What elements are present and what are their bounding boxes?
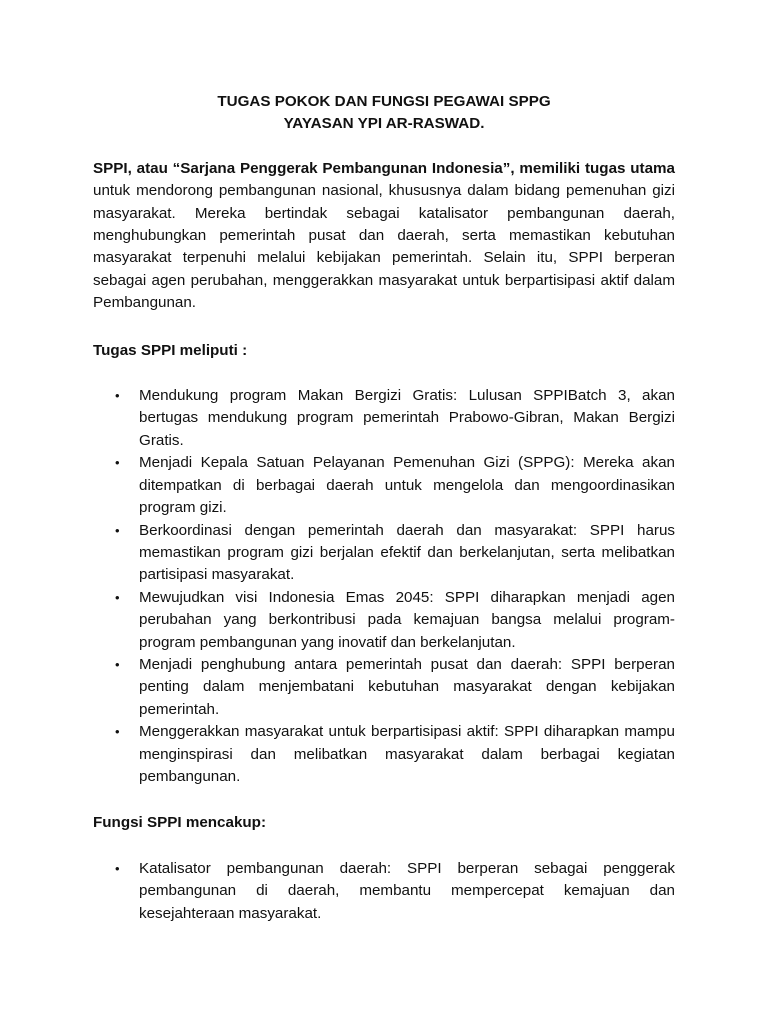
- fungsi-list: [93, 858, 675, 925]
- bullet-icon: •: [115, 860, 120, 876]
- list-item: [93, 654, 675, 721]
- list-item-text: Menggerakkan masyarakat untuk berpartisipasi aktif: SPPI diharapkan mampu menginspirasi dan melibatkan masyarakat dalam berbagai kegiatan pembangunan.: [139, 723, 675, 785]
- title-line-1: TUGAS POKOK DAN FUNGSI PEGAWAI SPPG: [217, 93, 551, 110]
- document-title: [93, 91, 675, 136]
- bullet-icon: •: [115, 656, 120, 672]
- title-line-2: YAYASAN YPI AR-RASWAD.: [283, 115, 485, 133]
- list-item: [93, 721, 675, 788]
- list-item: [93, 587, 675, 654]
- list-item-text: Berkoordinasi dengan pemerintah daerah dan masyarakat: SPPI harus memastikan program gizi berjalan efektif dan berkelanjutan, serta melibatkan partisipasi masyarakat.: [139, 521, 675, 584]
- tugas-heading: Tugas SPPI meliputi :: [93, 341, 248, 359]
- list-item-text: Katalisator pembangunan daerah: SPPI berperan sebagai penggerak pembangunan di daerah, membantu mempercepat kemajuan dan kesejahteraan masyarakat.: [139, 859, 675, 922]
- bullet-icon: •: [115, 522, 120, 538]
- fungsi-heading: Fungsi SPPI mencakup:: [93, 814, 267, 832]
- intro-paragraph: [93, 158, 675, 315]
- bullet-icon: •: [115, 388, 120, 404]
- bullet-icon: •: [115, 589, 120, 605]
- tugas-list: [93, 385, 675, 788]
- list-item: [93, 452, 675, 519]
- list-item: [93, 520, 675, 587]
- list-item-text: Mewujudkan visi Indonesia Emas 2045: SPPI diharapkan menjadi agen perubahan yang berkontribusi pada kemajuan bangsa melalui program-program pembangunan yang inovatif dan berkelanjutan.: [139, 588, 675, 651]
- list-item: [93, 385, 675, 452]
- list-item: [93, 858, 675, 925]
- bullet-icon: •: [115, 724, 120, 740]
- list-item-text: Mendukung program Makan Bergizi Gratis: Lulusan SPPIBatch 3, akan bertugas mendukung program pemerintah Prabowo-Gibran, Makan Bergizi Gratis.: [139, 387, 675, 449]
- list-item-text: Menjadi Kepala Satuan Pelayanan Pemenuhan Gizi (SPPG): Mereka akan ditempatkan di berbagai daerah untuk mengelola dan mengoordinasikan program gizi.: [139, 454, 675, 517]
- intro-bold-text: SPPI, atau “Sarjana Penggerak Pembangunan Indonesia”, memiliki tugas utama: [93, 159, 675, 177]
- bullet-icon: •: [115, 455, 120, 471]
- list-item-text: Menjadi penghubung antara pemerintah pusat dan daerah: SPPI berperan penting dalam menjembatani kebutuhan masyarakat dengan kebijakan pemerintah.: [139, 655, 675, 718]
- document-page: [93, 91, 675, 925]
- intro-body-text: untuk mendorong pembangunan nasional, khususnya dalam bidang pemenuhan gizi masyarakat. Mereka bertindak sebagai katalisator pembangunan daerah, menghubungkan pemerintah pusat dan daerah, serta memastikan kebutuhan masyarakat terpenuhi melalui kebijakan pemerintah. Selain itu, SPPI berperan sebagai agen perubahan, menggerakkan masyarakat untuk berpartisipasi aktif dalam Pembangunan.: [93, 182, 675, 312]
